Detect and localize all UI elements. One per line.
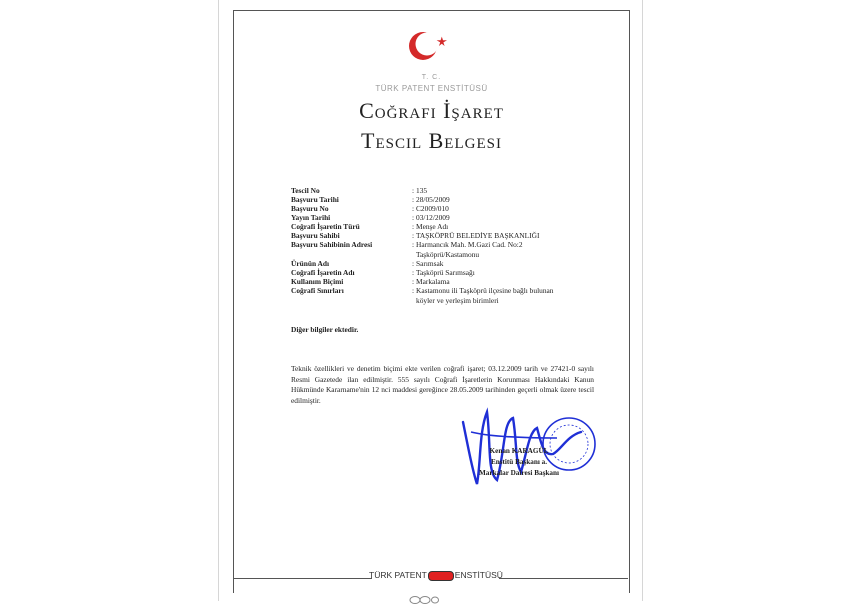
registration-paragraph: Teknik özellikleri ve denetim biçimi ekte verilen coğrafi işaret; 03.12.2009 tarih ve 27421-0 sayılı Resmi Gazetede ilan edilmiştir. 555 sayılı Coğrafi İşaretlerin Korunması Hakkındaki Kanun Hükmünde Kararname'nin 12 nci maddesi gereğince 28.05.2009 tarihinden geçerli olmak üzere tescil edilmiştir. (291, 364, 594, 405)
field-value: Menşe Adı (416, 222, 449, 231)
tc-label: T. C. (421, 74, 442, 81)
field-label: Başvuru Sahibinin Adresi (291, 240, 373, 249)
patent-logo-mark-icon (428, 571, 454, 581)
field-colon: : (412, 204, 415, 213)
signatory-title-2: Markalar Dairesi Başkanı (479, 469, 559, 477)
field-value: C2009/010 (416, 204, 449, 213)
frame-bottom-right (499, 578, 628, 579)
certificate-title-line2: Tescil Belgesi (361, 128, 502, 153)
field-colon: : (412, 277, 415, 286)
field-label: Kullanım Biçimi (291, 277, 344, 286)
field-label: Coğrafi Sınırları (291, 286, 344, 295)
field-colon: : (412, 240, 415, 249)
field-colon: : (412, 195, 415, 204)
field-value: 28/05/2009 (416, 195, 450, 204)
crescent-star-emblem (405, 26, 457, 66)
signatory-title-1: Enstitü Başkanı a. (490, 458, 548, 466)
field-colon: : (412, 259, 415, 268)
signatory-name: Kenan KARAGÜL (489, 447, 549, 455)
footer-logo (369, 570, 503, 581)
field-value-continued: Taşköprü/Kastamonu (416, 250, 480, 259)
field-value: 03/12/2009 (416, 213, 450, 222)
field-value: 135 (416, 186, 428, 195)
field-colon: : (412, 286, 415, 295)
field-value-continued: köyler ve yerleşim birimleri (416, 296, 499, 305)
signatory-block (469, 446, 569, 479)
field-value: TAŞKÖPRÜ BELEDİYE BAŞKANLIĞI (416, 231, 540, 240)
field-label: Yayın Tarihi (291, 213, 331, 222)
certificate-title-line1: Coğrafi İşaret (359, 98, 504, 123)
footer-left-text: TÜRK PATENT (369, 570, 427, 580)
field-label: Başvuru Tarihi (291, 195, 339, 204)
field-colon: : (412, 186, 415, 195)
field-label: Başvuru No (291, 204, 329, 213)
field-label: Ürünün Adı (291, 259, 329, 268)
field-value: Taşköprü Sarımsağı (416, 268, 475, 277)
field-label: Başvuru Sahibi (291, 231, 340, 240)
certificate-page (218, 0, 643, 601)
field-value: Sarımsak (416, 259, 444, 268)
field-colon: : (412, 231, 415, 240)
field-label: Coğrafi İşaretin Türü (291, 222, 360, 231)
institute-name: TÜRK PATENT ENSTİTÜSÜ (375, 84, 488, 93)
field-label: Tescil No (291, 186, 320, 195)
field-colon: : (412, 268, 415, 277)
footer-right-text: ENSTİTÜSÜ (454, 570, 503, 580)
field-colon: : (412, 222, 415, 231)
field-value: Markalama (416, 277, 450, 286)
field-label: Coğrafi İşaretin Adı (291, 268, 355, 277)
frame-bottom-left (233, 578, 372, 579)
field-value: Kastamonu ili Taşköprü ilçesine bağlı bulunan (416, 286, 554, 295)
field-value: Harmancık Mah. M.Gazi Cad. No:2 (416, 240, 523, 249)
spiral-binding-icon (409, 594, 439, 604)
other-info-note: Diğer bilgiler ektedir. (291, 325, 359, 334)
field-colon: : (412, 213, 415, 222)
